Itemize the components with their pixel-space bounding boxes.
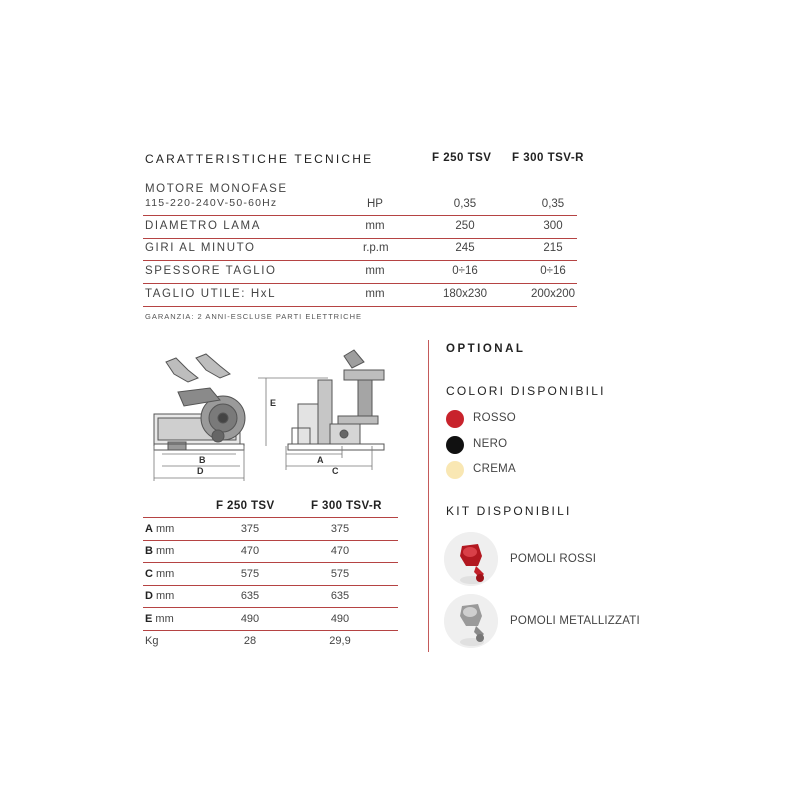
dim-value-f300: 375 [330,523,350,535]
dim-value-f300: 29,9 [329,635,351,647]
vertical-separator [428,340,429,652]
dim-value-f250: 28 [243,635,257,647]
spec-value-f250: 250 [455,220,475,232]
color-name: ROSSO [473,412,517,424]
side-view-drawing [288,350,384,450]
dim-unit: mm [152,568,175,580]
spec-value-f300: 0÷16 [540,265,566,277]
rule [143,238,577,239]
rule [143,562,398,563]
kit-image-pomoli-rossi [444,532,498,586]
dim-value-f300: 490 [330,613,350,625]
rule [143,585,398,586]
metal-knob-icon [444,594,498,648]
rule [143,215,577,216]
dim-unit: mm [152,590,175,602]
spec-value-f250: 0,35 [453,198,477,210]
spec-value-f250: 245 [455,242,475,254]
spec-row-motore [145,183,577,213]
dim-unit: mm [152,545,175,557]
spec-label: DIAMETRO LAMA [145,220,262,232]
dim-value-f250: 575 [240,568,260,580]
dim-key: D [145,590,153,602]
spec-unit: mm [365,288,385,300]
rule [143,517,398,518]
specs-title: CARATTERISTICHE TECNICHE [145,152,374,166]
spec-unit: mm [365,265,385,277]
dim-unit: Kg [145,635,159,647]
color-swatch [446,461,464,479]
warranty-note: GARANZIA: 2 ANNI-ESCLUSE PARTI ELETTRICHE [145,312,363,321]
rule [143,306,577,307]
kits-title: KIT DISPONIBILI [446,504,572,518]
dim-value-f250: 490 [240,613,260,625]
spec-value-f300: 200x200 [530,288,576,300]
kit-image-pomoli-metallizzati [444,594,498,648]
spec-label: GIRI AL MINUTO [145,242,256,254]
color-name: NERO [473,438,508,450]
color-swatch [446,436,464,454]
dim-key: E [145,613,153,625]
dim-label-e: E [270,398,277,408]
red-knob-icon [444,532,498,586]
spec-label: MOTORE MONOFASE [145,183,288,195]
spec-row-giri [145,242,577,258]
spec-value-f300: 300 [543,220,563,232]
color-swatch [446,410,464,428]
spec-row-spessore [145,265,577,281]
spec-row-taglio [145,288,577,304]
optional-title: OPTIONAL [446,343,526,355]
spec-value-f250: 180x230 [442,288,488,300]
rule [143,260,577,261]
spec-unit: mm [365,220,385,232]
kit-label-pomoli-rossi: POMOLI ROSSI [510,553,597,565]
rule [143,540,398,541]
spec-unit: r.p.m [363,242,389,254]
dim-label-d: D [197,466,204,476]
spec-row-diametro [145,220,577,236]
dim-key: C [145,568,153,580]
rule [143,630,398,631]
spec-label-sub: 115-220-240V-50-60Hz [145,197,278,209]
dim-key: A [145,523,153,535]
dims-col-f250: F 250 TSV [216,500,275,512]
rule [143,283,577,284]
dim-value-f250: 375 [240,523,260,535]
front-view-drawing [154,354,245,450]
spec-unit: HP [367,198,383,210]
dim-value-f300: 575 [330,568,350,580]
spec-value-f300: 0,35 [541,198,565,210]
dims-col-f300: F 300 TSV-R [311,500,382,512]
spec-value-f300: 215 [543,242,563,254]
dim-value-f250: 470 [240,545,260,557]
kit-label-pomoli-metallizzati: POMOLI METALLIZZATI [510,615,640,627]
dim-key: B [145,545,153,557]
colors-title: COLORI DISPONIBILI [446,384,606,398]
spec-value-f250: 0÷16 [452,265,478,277]
specs-col-f250: F 250 TSV [432,152,492,164]
dim-label-c: C [332,466,339,476]
dim-label-a: A [317,455,324,465]
spec-label: SPESSORE TAGLIO [145,265,277,277]
dim-label-b: B [199,455,206,465]
dim-unit: mm [152,613,174,625]
rule [143,607,398,608]
color-name: CREMA [473,463,517,475]
specs-col-f300: F 300 TSV-R [512,152,584,164]
dim-value-f300: 635 [330,590,350,602]
dim-value-f300: 470 [330,545,350,557]
dim-unit: mm [152,523,175,535]
spec-label: TAGLIO UTILE: HxL [145,288,277,300]
technical-drawing [148,348,404,482]
dim-value-f250: 635 [240,590,260,602]
